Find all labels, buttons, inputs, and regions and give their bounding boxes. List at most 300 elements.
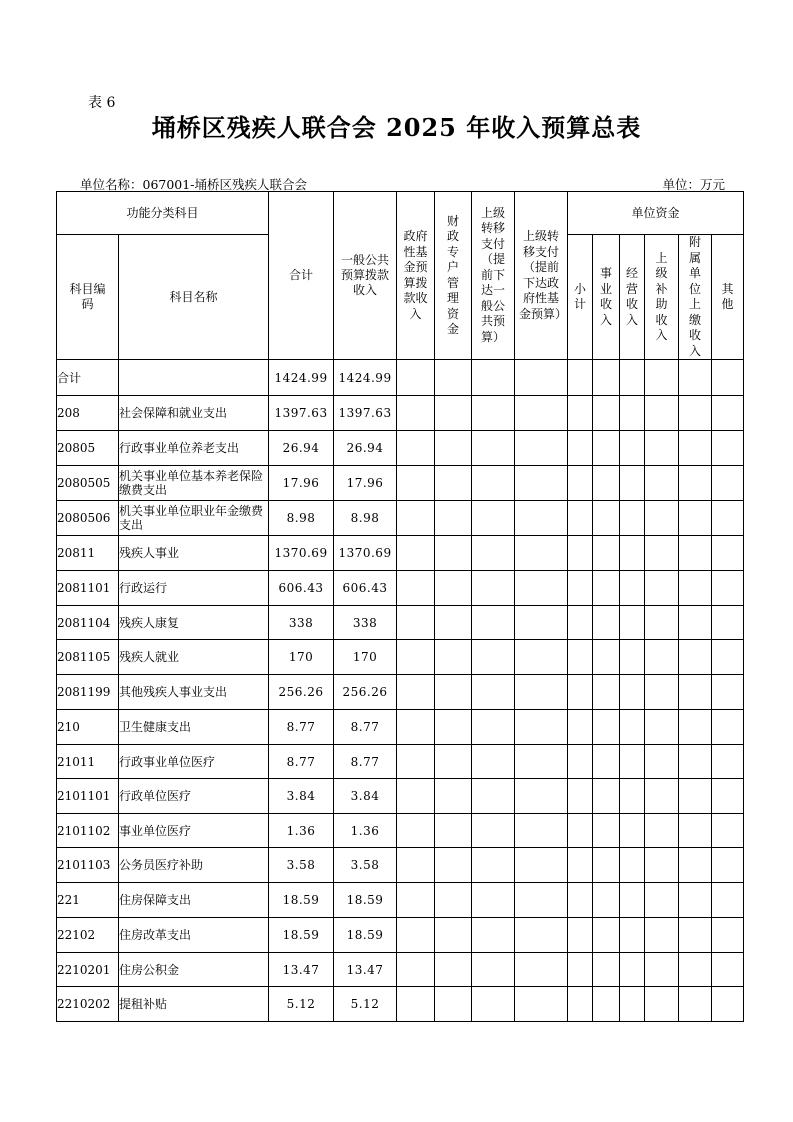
empty-cell <box>568 918 593 953</box>
empty-cell <box>620 814 645 848</box>
empty-cell <box>515 431 568 466</box>
header-subsidy: 上级补助收入 <box>645 235 679 360</box>
empty-cell <box>515 466 568 501</box>
empty-cell <box>435 431 472 466</box>
empty-cell <box>679 883 712 918</box>
empty-cell <box>435 710 472 745</box>
row-total: 1424.99 <box>269 360 334 396</box>
empty-cell <box>472 953 515 987</box>
empty-cell <box>620 883 645 918</box>
empty-cell <box>593 606 620 640</box>
empty-cell <box>435 606 472 640</box>
empty-cell <box>645 606 679 640</box>
empty-cell <box>593 571 620 606</box>
document-title: 埇桥区残疾人联合会 2025 年收入预算总表 <box>151 113 642 142</box>
empty-cell <box>435 745 472 779</box>
empty-cell <box>679 987 712 1022</box>
empty-cell <box>645 536 679 571</box>
table-row <box>57 571 744 606</box>
empty-cell <box>679 431 712 466</box>
empty-cell <box>620 779 645 814</box>
empty-cell <box>435 396 472 431</box>
empty-cell <box>679 360 712 396</box>
row-general-budget: 26.94 <box>334 431 397 466</box>
header-func-class: 功能分类科目 <box>57 192 269 235</box>
empty-cell <box>712 848 744 883</box>
row-total: 5.12 <box>269 987 334 1022</box>
empty-cell <box>568 396 593 431</box>
empty-cell <box>397 710 435 745</box>
empty-cell <box>679 710 712 745</box>
header-operating: 经营收入 <box>620 235 645 360</box>
row-general-budget: 1370.69 <box>334 536 397 571</box>
empty-cell <box>645 918 679 953</box>
empty-cell <box>397 571 435 606</box>
empty-cell <box>620 396 645 431</box>
empty-cell <box>568 953 593 987</box>
empty-cell <box>679 571 712 606</box>
empty-cell <box>645 571 679 606</box>
row-general-budget: 3.84 <box>334 779 397 814</box>
empty-cell <box>679 779 712 814</box>
empty-cell <box>620 360 645 396</box>
row-general-budget: 13.47 <box>334 953 397 987</box>
empty-cell <box>435 987 472 1022</box>
row-code: 20811 <box>57 536 119 571</box>
empty-cell <box>568 779 593 814</box>
empty-cell <box>472 501 515 536</box>
empty-cell <box>712 814 744 848</box>
row-total: 1.36 <box>269 814 334 848</box>
row-total: 26.94 <box>269 431 334 466</box>
empty-cell <box>712 675 744 710</box>
empty-cell <box>397 675 435 710</box>
empty-cell <box>645 987 679 1022</box>
header-transfer-fund: 上级转移支付（提前下达政府性基金预算） <box>515 192 568 360</box>
row-total: 170 <box>269 640 334 675</box>
table-row <box>57 814 744 848</box>
row-name: 住房改革支出 <box>119 918 269 953</box>
empty-cell <box>620 640 645 675</box>
empty-cell <box>620 710 645 745</box>
row-code: 20805 <box>57 431 119 466</box>
header-name: 科目名称 <box>119 235 269 360</box>
row-code: 210 <box>57 710 119 745</box>
empty-cell <box>472 918 515 953</box>
row-name: 行政运行 <box>119 571 269 606</box>
row-name: 机关事业单位基本养老保险缴费支出 <box>119 466 269 501</box>
empty-cell <box>679 848 712 883</box>
empty-cell <box>568 571 593 606</box>
row-code: 2101103 <box>57 848 119 883</box>
empty-cell <box>645 745 679 779</box>
empty-cell <box>515 953 568 987</box>
row-total: 3.84 <box>269 779 334 814</box>
empty-cell <box>568 814 593 848</box>
row-name: 提租补贴 <box>119 987 269 1022</box>
empty-cell <box>397 360 435 396</box>
empty-cell <box>397 536 435 571</box>
header-fiscal-account: 财政专户管理资金 <box>435 192 472 360</box>
empty-cell <box>472 710 515 745</box>
empty-cell <box>712 883 744 918</box>
row-general-budget: 5.12 <box>334 987 397 1022</box>
empty-cell <box>645 640 679 675</box>
table-row <box>57 710 744 745</box>
row-general-budget: 606.43 <box>334 571 397 606</box>
empty-cell <box>712 953 744 987</box>
empty-cell <box>568 466 593 501</box>
empty-cell <box>435 953 472 987</box>
empty-cell <box>515 571 568 606</box>
empty-cell <box>645 814 679 848</box>
empty-cell <box>568 640 593 675</box>
table-row <box>57 918 744 953</box>
row-code: 合计 <box>57 360 119 396</box>
empty-cell <box>679 396 712 431</box>
empty-cell <box>515 987 568 1022</box>
empty-cell <box>620 536 645 571</box>
header-total: 合计 <box>269 192 334 360</box>
row-general-budget: 256.26 <box>334 675 397 710</box>
row-total: 17.96 <box>269 466 334 501</box>
empty-cell <box>515 675 568 710</box>
row-name: 卫生健康支出 <box>119 710 269 745</box>
table-row <box>57 536 744 571</box>
row-total: 18.59 <box>269 883 334 918</box>
empty-cell <box>568 606 593 640</box>
empty-cell <box>645 848 679 883</box>
empty-cell <box>515 745 568 779</box>
row-total: 8.98 <box>269 501 334 536</box>
empty-cell <box>472 779 515 814</box>
table-row <box>57 396 744 431</box>
row-total: 18.59 <box>269 918 334 953</box>
row-general-budget: 3.58 <box>334 848 397 883</box>
empty-cell <box>515 848 568 883</box>
empty-cell <box>472 987 515 1022</box>
empty-cell <box>645 953 679 987</box>
row-total: 1370.69 <box>269 536 334 571</box>
unit-label: 单位：万元 <box>662 177 725 192</box>
row-general-budget: 1.36 <box>334 814 397 848</box>
empty-cell <box>712 987 744 1022</box>
empty-cell <box>712 779 744 814</box>
empty-cell <box>593 396 620 431</box>
row-total: 13.47 <box>269 953 334 987</box>
empty-cell <box>679 814 712 848</box>
empty-cell <box>679 918 712 953</box>
empty-cell <box>593 675 620 710</box>
row-name: 残疾人就业 <box>119 640 269 675</box>
empty-cell <box>593 501 620 536</box>
empty-cell <box>515 883 568 918</box>
row-name: 残疾人事业 <box>119 536 269 571</box>
header-unit-funds: 单位资金 <box>568 192 744 235</box>
row-code: 2101102 <box>57 814 119 848</box>
row-total: 8.77 <box>269 710 334 745</box>
empty-cell <box>645 396 679 431</box>
empty-cell <box>679 606 712 640</box>
empty-cell <box>568 360 593 396</box>
row-name: 机关事业单位职业年金缴费支出 <box>119 501 269 536</box>
empty-cell <box>712 536 744 571</box>
empty-cell <box>397 987 435 1022</box>
empty-cell <box>593 710 620 745</box>
row-general-budget: 1424.99 <box>334 360 397 396</box>
empty-cell <box>645 710 679 745</box>
empty-cell <box>712 360 744 396</box>
empty-cell <box>593 814 620 848</box>
empty-cell <box>435 360 472 396</box>
empty-cell <box>679 953 712 987</box>
empty-cell <box>645 466 679 501</box>
budget-table <box>56 191 744 1022</box>
empty-cell <box>397 883 435 918</box>
empty-cell <box>472 675 515 710</box>
empty-cell <box>435 779 472 814</box>
empty-cell <box>472 396 515 431</box>
empty-cell <box>593 779 620 814</box>
row-general-budget: 8.77 <box>334 745 397 779</box>
empty-cell <box>435 536 472 571</box>
table-row <box>57 640 744 675</box>
row-total: 256.26 <box>269 675 334 710</box>
empty-cell <box>679 466 712 501</box>
row-code: 2081101 <box>57 571 119 606</box>
empty-cell <box>435 918 472 953</box>
empty-cell <box>515 360 568 396</box>
row-name: 公务员医疗补助 <box>119 848 269 883</box>
row-code: 208 <box>57 396 119 431</box>
row-name: 住房公积金 <box>119 953 269 987</box>
empty-cell <box>712 640 744 675</box>
header-other: 其他 <box>712 235 744 360</box>
header-subtotal: 小计 <box>568 235 593 360</box>
row-name <box>119 360 269 396</box>
empty-cell <box>620 953 645 987</box>
empty-cell <box>397 640 435 675</box>
empty-cell <box>679 501 712 536</box>
empty-cell <box>593 466 620 501</box>
empty-cell <box>397 848 435 883</box>
empty-cell <box>620 466 645 501</box>
row-general-budget: 1397.63 <box>334 396 397 431</box>
empty-cell <box>712 396 744 431</box>
row-code: 2210201 <box>57 953 119 987</box>
empty-cell <box>515 640 568 675</box>
empty-cell <box>679 745 712 779</box>
empty-cell <box>568 883 593 918</box>
empty-cell <box>620 918 645 953</box>
empty-cell <box>712 501 744 536</box>
empty-cell <box>645 360 679 396</box>
empty-cell <box>515 918 568 953</box>
header-business: 事业收入 <box>593 235 620 360</box>
empty-cell <box>620 606 645 640</box>
empty-cell <box>620 987 645 1022</box>
header-transfer-general: 上级转移支付（提前下达一般公共预算） <box>472 192 515 360</box>
empty-cell <box>620 675 645 710</box>
empty-cell <box>472 536 515 571</box>
row-general-budget: 17.96 <box>334 466 397 501</box>
empty-cell <box>679 536 712 571</box>
table-row <box>57 779 744 814</box>
table-row <box>57 431 744 466</box>
table-row <box>57 987 744 1022</box>
empty-cell <box>515 814 568 848</box>
empty-cell <box>712 431 744 466</box>
empty-cell <box>435 848 472 883</box>
header-code: 科目编码 <box>57 235 119 360</box>
row-name: 社会保障和就业支出 <box>119 396 269 431</box>
empty-cell <box>593 848 620 883</box>
empty-cell <box>568 710 593 745</box>
empty-cell <box>472 745 515 779</box>
empty-cell <box>515 606 568 640</box>
empty-cell <box>712 918 744 953</box>
row-general-budget: 18.59 <box>334 918 397 953</box>
table-body <box>57 360 744 1022</box>
empty-cell <box>397 918 435 953</box>
empty-cell <box>593 987 620 1022</box>
row-name: 行政事业单位医疗 <box>119 745 269 779</box>
empty-cell <box>679 675 712 710</box>
row-total: 338 <box>269 606 334 640</box>
empty-cell <box>593 640 620 675</box>
unit-name: 单位名称：067001-埇桥区残疾人联合会 <box>80 177 307 192</box>
table-number: 表 6 <box>88 95 116 111</box>
table-row <box>57 953 744 987</box>
empty-cell <box>472 466 515 501</box>
empty-cell <box>568 675 593 710</box>
empty-cell <box>472 848 515 883</box>
empty-cell <box>435 883 472 918</box>
empty-cell <box>712 606 744 640</box>
empty-cell <box>397 779 435 814</box>
empty-cell <box>620 745 645 779</box>
row-code: 22102 <box>57 918 119 953</box>
table-row <box>57 745 744 779</box>
empty-cell <box>620 501 645 536</box>
empty-cell <box>435 501 472 536</box>
empty-cell <box>435 640 472 675</box>
row-name: 残疾人康复 <box>119 606 269 640</box>
empty-cell <box>515 501 568 536</box>
empty-cell <box>568 501 593 536</box>
empty-cell <box>712 745 744 779</box>
row-code: 2210202 <box>57 987 119 1022</box>
empty-cell <box>645 431 679 466</box>
header-general-budget: 一般公共预算拨款收入 <box>334 192 397 360</box>
empty-cell <box>593 536 620 571</box>
row-total: 606.43 <box>269 571 334 606</box>
table-row <box>57 606 744 640</box>
row-code: 221 <box>57 883 119 918</box>
row-code: 21011 <box>57 745 119 779</box>
row-name: 行政事业单位养老支出 <box>119 431 269 466</box>
table-row <box>57 883 744 918</box>
row-code: 2081105 <box>57 640 119 675</box>
table-row <box>57 466 744 501</box>
row-code: 2080505 <box>57 466 119 501</box>
empty-cell <box>679 640 712 675</box>
empty-cell <box>568 431 593 466</box>
empty-cell <box>472 571 515 606</box>
table-row <box>57 848 744 883</box>
empty-cell <box>435 675 472 710</box>
empty-cell <box>593 953 620 987</box>
empty-cell <box>397 431 435 466</box>
empty-cell <box>515 710 568 745</box>
row-code: 2081199 <box>57 675 119 710</box>
row-total: 1397.63 <box>269 396 334 431</box>
row-name: 住房保障支出 <box>119 883 269 918</box>
empty-cell <box>620 848 645 883</box>
empty-cell <box>397 953 435 987</box>
empty-cell <box>397 466 435 501</box>
empty-cell <box>568 745 593 779</box>
empty-cell <box>435 814 472 848</box>
empty-cell <box>620 431 645 466</box>
empty-cell <box>397 745 435 779</box>
empty-cell <box>645 779 679 814</box>
empty-cell <box>472 431 515 466</box>
empty-cell <box>568 536 593 571</box>
empty-cell <box>568 987 593 1022</box>
empty-cell <box>515 779 568 814</box>
header-affiliated: 附属单位上缴收入 <box>679 235 712 360</box>
table-row <box>57 675 744 710</box>
row-general-budget: 18.59 <box>334 883 397 918</box>
empty-cell <box>397 814 435 848</box>
empty-cell <box>472 606 515 640</box>
table-row <box>57 501 744 536</box>
empty-cell <box>568 848 593 883</box>
header-gov-fund: 政府性基金预算拨款收入 <box>397 192 435 360</box>
empty-cell <box>515 536 568 571</box>
empty-cell <box>397 606 435 640</box>
empty-cell <box>515 396 568 431</box>
empty-cell <box>435 571 472 606</box>
table-row <box>57 360 744 396</box>
empty-cell <box>645 501 679 536</box>
empty-cell <box>593 360 620 396</box>
empty-cell <box>645 883 679 918</box>
empty-cell <box>472 640 515 675</box>
empty-cell <box>472 883 515 918</box>
row-code: 2080506 <box>57 501 119 536</box>
row-general-budget: 8.98 <box>334 501 397 536</box>
row-name: 行政单位医疗 <box>119 779 269 814</box>
row-name: 其他残疾人事业支出 <box>119 675 269 710</box>
empty-cell <box>593 918 620 953</box>
empty-cell <box>593 883 620 918</box>
empty-cell <box>593 431 620 466</box>
row-total: 8.77 <box>269 745 334 779</box>
row-code: 2081104 <box>57 606 119 640</box>
row-general-budget: 8.77 <box>334 710 397 745</box>
empty-cell <box>472 814 515 848</box>
row-general-budget: 338 <box>334 606 397 640</box>
row-code: 2101101 <box>57 779 119 814</box>
empty-cell <box>593 745 620 779</box>
empty-cell <box>397 501 435 536</box>
empty-cell <box>712 710 744 745</box>
empty-cell <box>645 675 679 710</box>
empty-cell <box>620 571 645 606</box>
empty-cell <box>712 466 744 501</box>
